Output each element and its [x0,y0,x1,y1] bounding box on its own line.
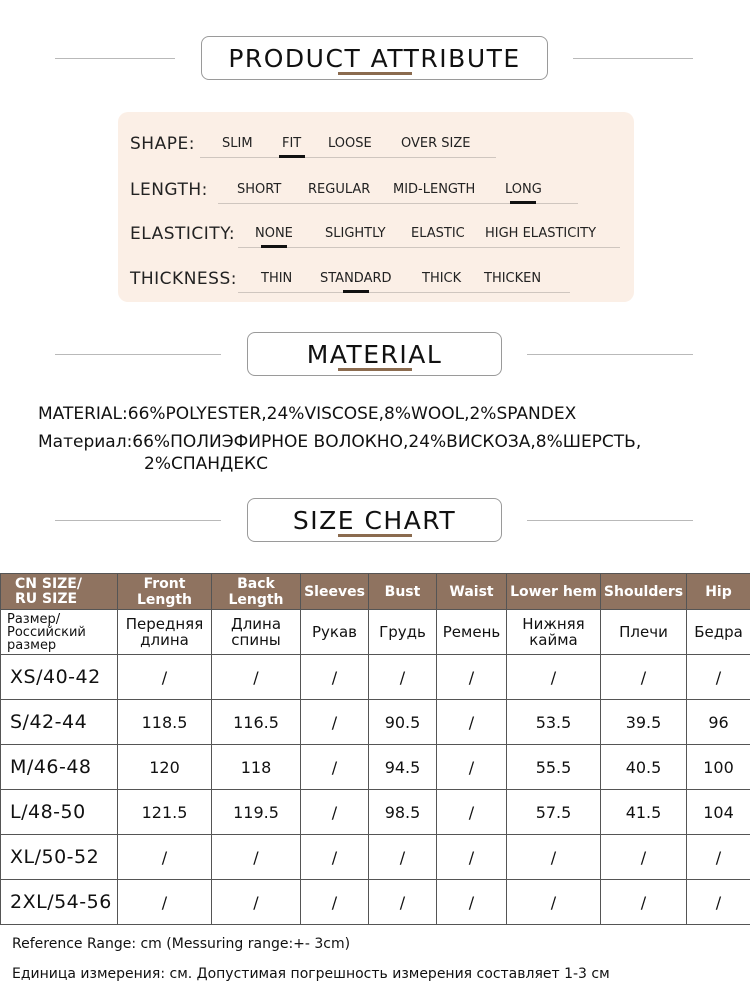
measurement-cell: / [369,835,437,880]
header-cell: Shoulders [601,574,687,610]
measurement-cell: / [369,655,437,700]
measurement-cell: / [212,880,301,925]
option: SHORT [237,182,282,197]
table-row [1,790,750,835]
header-cell-ru: Грудь [369,610,437,655]
measurement-cell: / [687,880,750,925]
size-label-cell: S/42-44 [1,700,118,745]
heading-pill [247,498,502,542]
measurement-cell: / [301,790,369,835]
option: MID-LENGTH [393,182,476,197]
header-cell: Waist [437,574,507,610]
size-chart-heading [0,498,750,544]
table-row [1,835,750,880]
measurement-cell: / [437,790,507,835]
option: ELASTIC [411,226,465,241]
measurement-cell: / [118,835,212,880]
measurement-cell: 116.5 [212,700,301,745]
measurement-cell: / [301,655,369,700]
measurement-cell: 118.5 [118,700,212,745]
row-underline [200,157,496,158]
divider-left [55,58,175,59]
measurement-cell: / [301,700,369,745]
measurement-cell: 96 [687,700,750,745]
header-cell-ru: Бедра [687,610,750,655]
option: OVER SIZE [401,136,471,151]
table-row [1,655,750,700]
size-rows [1,655,750,925]
option: SLIGHTLY [325,226,386,241]
table-row [1,880,750,925]
header-cell-size-ru: Размер/ Российский размер [1,610,118,655]
option-selected: LONG [505,182,542,197]
table-row [1,745,750,790]
attribute-label: ELASTICITY: [130,224,236,244]
divider-right [527,520,693,521]
header-cell: Hip [687,574,750,610]
measurement-cell: / [437,835,507,880]
header-cell-size: CN SIZE/ RU SIZE [1,574,118,610]
measurement-cell: 39.5 [601,700,687,745]
divider-left [55,520,221,521]
measurement-cell: / [437,655,507,700]
measurement-cell: 94.5 [369,745,437,790]
measurement-cell: / [301,835,369,880]
header-cell-ru: Длина спины [212,610,301,655]
heading-accent [338,368,412,371]
measurement-cell: / [601,835,687,880]
measurement-cell: 40.5 [601,745,687,790]
attribute-label: THICKNESS: [130,269,237,289]
option-selected: NONE [255,226,293,241]
attribute-row-length [118,168,634,208]
measurement-cell: 120 [118,745,212,790]
size-chart-table [0,573,750,925]
size-label-cell: M/46-48 [1,745,118,790]
heading-text: SIZE CHART [292,505,457,535]
heading-text: PRODUCT ATTRIBUTE [228,43,521,73]
measurement-cell: 119.5 [212,790,301,835]
measurement-cell: 98.5 [369,790,437,835]
reference-note-en: Reference Range: cm (Messuring range:+- 3cm) [12,936,351,952]
size-label-cell: XL/50-52 [1,835,118,880]
row-underline [238,247,620,248]
header-cell-ru: Ремень [437,610,507,655]
header-row-en [1,574,750,610]
material-en [38,404,576,424]
option-selected: STANDARD [320,271,392,286]
material-heading [0,332,750,378]
header-cell-ru: Нижняя кайма [507,610,601,655]
attribute-label: LENGTH: [130,180,208,200]
measurement-cell: 90.5 [369,700,437,745]
measurement-cell: 104 [687,790,750,835]
header-cell-ru: Передняя длина [118,610,212,655]
header-cell: Lower hem [507,574,601,610]
heading-pill [201,36,548,80]
material-en-label: MATERIAL: [38,404,128,424]
divider-right [573,58,693,59]
header-cell: Bust [369,574,437,610]
material-ru [38,432,641,452]
measurement-cell: / [507,655,601,700]
measurement-cell: 55.5 [507,745,601,790]
measurement-cell: / [601,880,687,925]
option: LOOSE [328,136,372,151]
material-en-value: 66%POLYESTER,24%VISCOSE,8%WOOL,2%SPANDEX [127,404,577,424]
attribute-label: SHAPE: [130,134,195,154]
option: THICK [422,271,462,286]
option-selected: FIT [282,136,302,151]
measurement-cell: 118 [212,745,301,790]
attribute-row-elasticity [118,212,634,252]
header-row-ru [1,610,750,655]
measurement-cell: / [687,655,750,700]
measurement-cell: 100 [687,745,750,790]
option: SLIM [222,136,253,151]
header-cell: Back Length [212,574,301,610]
size-label-cell: L/48-50 [1,790,118,835]
measurement-cell: / [507,880,601,925]
option: HIGH ELASTICITY [485,226,597,241]
table-row [1,700,750,745]
divider-left [55,354,221,355]
divider-right [527,354,693,355]
product-attribute-heading [0,36,750,82]
attribute-panel [118,112,634,302]
measurement-cell: / [212,655,301,700]
measurement-cell: / [301,880,369,925]
heading-text: MATERIAL [306,339,443,369]
size-label-cell: XS/40-42 [1,655,118,700]
option: REGULAR [308,182,371,197]
measurement-cell: 53.5 [507,700,601,745]
measurement-cell: / [369,880,437,925]
header-cell-ru: Рукав [301,610,369,655]
size-label-cell: 2XL/54-56 [1,880,118,925]
attribute-row-shape [118,122,634,162]
header-cell-ru: Плечи [601,610,687,655]
measurement-cell: / [437,880,507,925]
measurement-cell: 41.5 [601,790,687,835]
reference-note-ru: Единица измерения: см. Допустимая погрешность измерения составляет 1-3 см [12,966,610,982]
measurement-cell: / [437,700,507,745]
measurement-cell: / [212,835,301,880]
measurement-cell: / [118,655,212,700]
material-ru-label: Материал: [38,432,133,452]
header-cell: Front Length [118,574,212,610]
measurement-cell: / [507,835,601,880]
measurement-cell: / [118,880,212,925]
row-underline [238,292,570,293]
heading-accent [338,534,412,537]
measurement-cell: / [301,745,369,790]
measurement-cell: / [687,835,750,880]
option: THIN [261,271,293,286]
header-cell: Sleeves [301,574,369,610]
measurement-cell: / [437,745,507,790]
option: THICKEN [484,271,542,286]
material-ru-value: 66%ПОЛИЭФИРНОЕ ВОЛОКНО,24%ВИСКОЗА,8%ШЕРСТЬ, [132,432,642,452]
measurement-cell: 121.5 [118,790,212,835]
measurement-cell: 57.5 [507,790,601,835]
attribute-row-thickness [118,257,634,297]
heading-accent [338,72,412,75]
material-ru-line2: 2%СПАНДЕКС [144,454,268,474]
heading-pill [247,332,502,376]
measurement-cell: / [601,655,687,700]
